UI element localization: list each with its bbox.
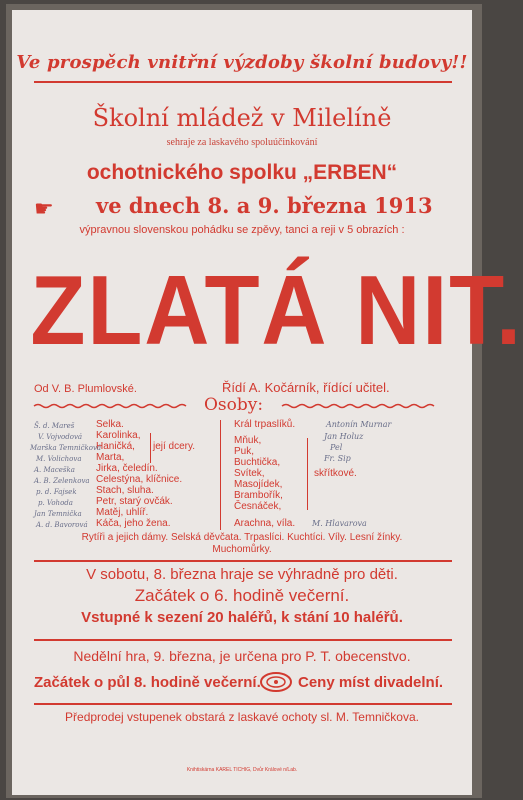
cast-left-role: Selka. <box>96 419 124 430</box>
cast-left-role: Karolinka, <box>96 430 141 441</box>
cast-left-role: Haničká, <box>96 441 135 452</box>
cast-left-role: Celestýna, klíčnice. <box>96 474 183 485</box>
header-rule <box>34 81 452 83</box>
cast-divider <box>220 420 221 530</box>
cast-left-role: Marta, <box>96 452 125 463</box>
extras-line-1: Rytíři a jejich dámy. Selská děvčata. Trpaslíci. Kuchtíci. Víly. Lesní žínky. <box>81 532 403 543</box>
cast-left-actor: p. d. Fajsek <box>36 488 77 496</box>
genre-line: výpravnou slovenskou pohádku se zpěvy, tanci a reji v 5 obrazích : <box>79 224 405 236</box>
sunday-start: Začátek o půl 8. hodině večerní. <box>34 674 261 691</box>
cast-right-role: Česnáček, <box>234 501 282 512</box>
sunday-line: Nedělní hra, 9. března, je určena pro P. T. obecenstvo. <box>73 648 411 664</box>
ornament-left <box>34 403 186 409</box>
cast-left-actor: Marška Temničková <box>30 444 102 452</box>
divider-1 <box>34 560 452 562</box>
cast-left-role: Matěj, uhlíř. <box>96 507 149 518</box>
cast-right-actor: Fr. Sip <box>324 454 351 463</box>
cast-right-role: Svítek, <box>234 468 265 479</box>
daughters-note: její dcery. <box>153 441 196 452</box>
printer-imprint: Knihtiskárna KAREL TICHIG, Dvůr Králové n/Lab. <box>186 767 298 773</box>
arachna-actor: M. Hlavarova <box>312 519 367 528</box>
cast-left-role: Káča, jeho žena. <box>96 518 171 529</box>
arachna-role: Arachna, víla. <box>234 518 296 529</box>
author: Od V. B. Plumlovské. <box>34 383 137 395</box>
skritkove-bracket <box>303 438 308 510</box>
cast-left-role: Stach, sluha. <box>96 485 154 496</box>
cast-heading: Osoby: <box>204 395 264 415</box>
cast-left-actor: M. Volichova <box>36 455 82 463</box>
presenter: Školní mládež v Milelíně <box>92 104 392 132</box>
cast-right-role: Masojídek, <box>234 479 283 490</box>
saturday-line: V sobotu, 8. března hraje se výhradně pro děti. <box>86 566 398 583</box>
cast-left-role: Petr, starý ovčák. <box>96 496 173 507</box>
cast-right-role: Král trpaslíků. <box>234 419 296 430</box>
saturday-start: Začátek o 6. hodině večerní. <box>134 586 350 605</box>
cast-left-role: Jirka, čeledín. <box>96 463 158 474</box>
ornament-rosette-icon <box>259 671 293 693</box>
poster <box>12 10 523 795</box>
cast-right-actor: Antonín Murnar <box>326 420 392 429</box>
society: ochotnického spolku „ERBEN“ <box>86 161 398 184</box>
cast-left-actor: Jan Temnička <box>34 510 82 518</box>
extras-line-2: Muchomůrky. <box>212 544 272 555</box>
header-slogan: Ve prospěch vnitřní výzdoby školní budovy!! <box>16 52 468 73</box>
cast-right-role: Buchtička, <box>234 457 281 468</box>
dates: ve dnech 8. a 9. března 1913 <box>96 193 433 218</box>
ornament-right <box>282 403 434 409</box>
cast-right-actor: Jan Holuz <box>324 432 364 441</box>
assist-line: sehraje za laskavého spoluúčinkování <box>166 137 318 148</box>
cast-right-role: Mňuk, <box>234 435 262 446</box>
director: Řídí A. Kočárník, řídící učitel. <box>222 380 390 395</box>
play-title: ZLATÁ NIT. <box>30 255 523 365</box>
cast-left-actor: A. d. Bavorová <box>36 521 88 529</box>
divider-3 <box>34 703 452 705</box>
cast-left-actor: p. Vohoda <box>38 499 73 507</box>
divider-2 <box>34 639 452 641</box>
cast-left-actor: A. Maceška <box>34 466 75 474</box>
cast-left-actor: A. B. Zelenkova <box>34 477 90 485</box>
skritkove-note: skřítkové. <box>314 468 357 479</box>
sunday-prices: Ceny míst divadelní. <box>298 674 444 691</box>
cast-left-actor: Š. d. Mareš <box>34 422 75 430</box>
cast-right-role: Brambořík, <box>234 490 283 501</box>
saturday-prices: Vstupné k sezení 20 haléřů, k stání 10 haléřů. <box>81 609 403 626</box>
presale-line: Předprodej vstupenek obstará z laskavé ochoty sl. M. Temničkova. <box>65 710 419 724</box>
daughters-bracket <box>146 433 151 463</box>
cast-right-actor: Pel <box>330 443 343 452</box>
cast-left-actor: V. Vojvodová <box>38 433 83 441</box>
pointing-hand-icon: ☛ <box>34 196 54 221</box>
cast-right-role: Puk, <box>234 446 255 457</box>
